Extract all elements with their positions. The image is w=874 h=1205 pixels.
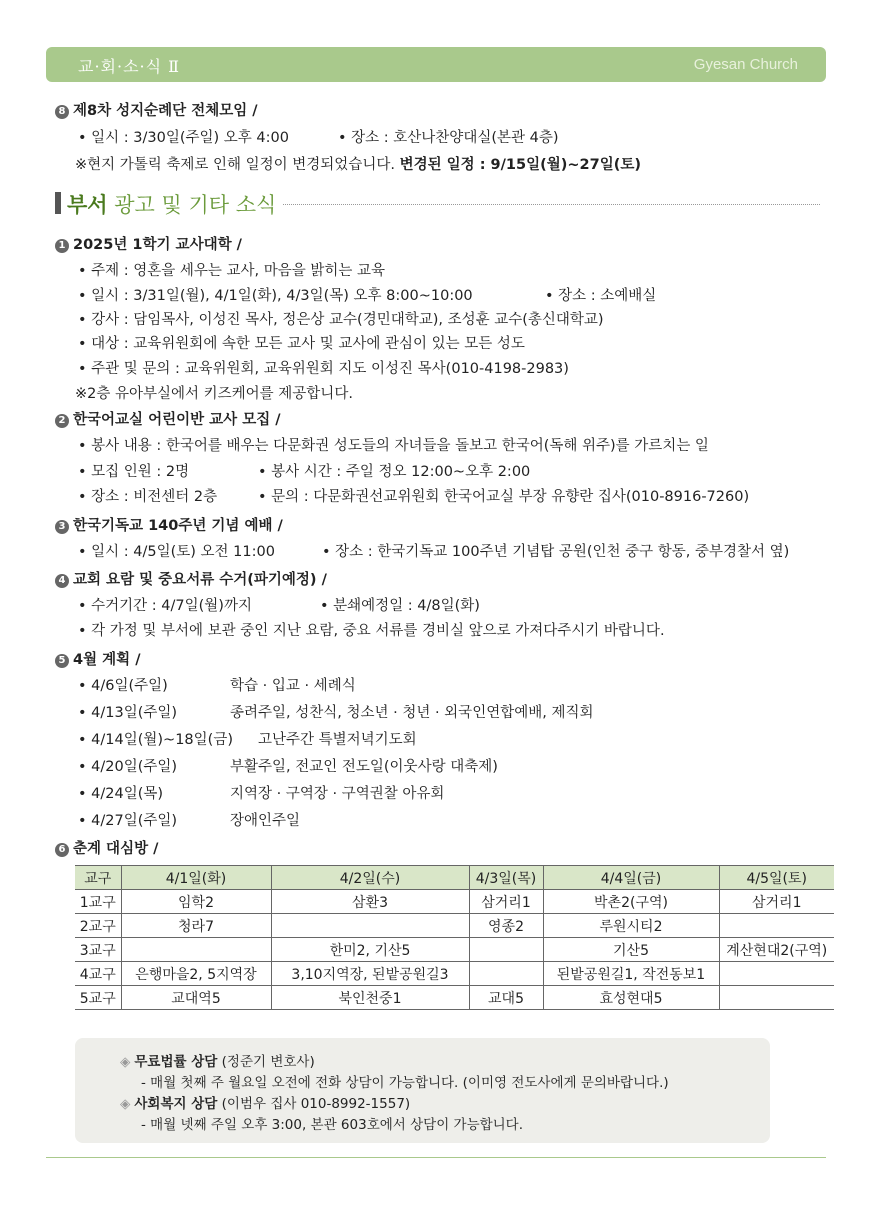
- plan-date: • 4/13일(주일): [78, 705, 178, 721]
- n1-line5: • 주관 및 문의 : 교육위원회, 교육위원회 지도 이성진 목사(010-4198-2983): [78, 361, 569, 377]
- table-cell: 루원시티2: [543, 914, 719, 938]
- department-heading-text: [67, 189, 276, 219]
- plan-event: 학습 · 입교 · 세례식: [230, 678, 356, 694]
- section-title-text: 2025년 1학기 교사대학 /: [73, 237, 242, 253]
- n2-line2b: • 봉사 시간 : 주일 정오 12:00~오후 2:00: [258, 464, 531, 480]
- welfare-consult-title: [120, 1092, 410, 1112]
- table-row: [75, 938, 834, 962]
- table-cell: 3,10지역장, 된밭공원길3: [271, 962, 469, 986]
- section-1-title: [55, 233, 242, 254]
- number-badge-icon: 8: [55, 105, 69, 119]
- n4-line2: • 각 가정 및 부서에 보관 중인 지난 요람, 중요 서류를 경비실 앞으로 가져다주시기 바랍니다.: [78, 623, 665, 639]
- table-cell: 임학2: [121, 890, 271, 914]
- table-cell: [719, 986, 834, 1010]
- legal-consult-label: 무료법률 상담: [134, 1054, 218, 1070]
- consultation-notice-box: [75, 1038, 770, 1143]
- table-header: 교구: [75, 866, 121, 890]
- table-cell: [121, 938, 271, 962]
- table-cell: 된밭공원길1, 작전동보1: [543, 962, 719, 986]
- department-heading: [55, 188, 820, 218]
- section-4-title: [55, 568, 327, 589]
- s8-changed-schedule: 변경된 일정 : 9/15일(월)~27일(토): [399, 157, 641, 173]
- visitation-table: [75, 865, 834, 1010]
- s8-line1a: • 일시 : 3/30일(주일) 오후 4:00: [78, 130, 289, 146]
- table-header: 4/4일(금): [543, 866, 719, 890]
- table-cell: [719, 962, 834, 986]
- welfare-consult-label: 사회복지 상담: [134, 1096, 218, 1112]
- table-header: 4/3일(목): [469, 866, 543, 890]
- s8-note: ※현지 가톨릭 축제로 인해 일정이 변경되었습니다.: [75, 157, 400, 173]
- section-title-text: 제8차 성지순례단 전체모임 /: [73, 103, 258, 119]
- number-badge-icon: 5: [55, 654, 69, 668]
- number-badge-icon: 2: [55, 414, 69, 428]
- n1-line3: • 강사 : 담임목사, 이성진 목사, 정은상 교수(경민대학교), 조성훈 교수(총신대학교): [78, 312, 604, 328]
- diamond-bullet-icon: ◈: [120, 1096, 131, 1112]
- n1-line2a: • 일시 : 3/31일(월), 4/1일(화), 4/3일(목) 오후 8:00~10:00: [78, 288, 473, 304]
- table-cell: 청라7: [121, 914, 271, 938]
- table-cell: 1교구: [75, 890, 121, 914]
- section-title-text: 한국기독교 140주년 기념 예배 /: [73, 518, 283, 534]
- table-cell: 교대역5: [121, 986, 271, 1010]
- n1-line4: • 대상 : 교육위원회에 속한 모든 교사 및 교사에 관심이 있는 모든 성도: [78, 336, 525, 352]
- welfare-consult-detail: - 매월 넷째 주일 오후 3:00, 본관 603호에서 상담이 가능합니다.: [141, 1117, 524, 1133]
- legal-consult-title: [120, 1050, 315, 1070]
- table-header: 4/2일(수): [271, 866, 469, 890]
- table-cell: 기산5: [543, 938, 719, 962]
- table-header: 4/1일(화): [121, 866, 271, 890]
- table-cell: [469, 938, 543, 962]
- plan-event: 종려주일, 성찬식, 청소년 · 청년 · 외국인연합예배, 제직회: [230, 705, 594, 721]
- plan-event: 고난주간 특별저녁기도회: [258, 732, 417, 748]
- plan-event: 부활주일, 전교인 전도일(이웃사랑 대축제): [230, 759, 498, 775]
- n1-line6: ※2층 유아부실에서 키즈케어를 제공합니다.: [75, 386, 353, 402]
- table-cell: [469, 962, 543, 986]
- table-row: [75, 986, 834, 1010]
- section-title-text: 한국어교실 어린이반 교사 모집 /: [73, 412, 281, 428]
- table-header: 4/5일(토): [719, 866, 834, 890]
- n3-line1b: • 장소 : 한국기독교 100주년 기념탑 공원(인천 중구 항동, 중부경찰서 옆): [322, 544, 790, 560]
- table-cell: [271, 914, 469, 938]
- table-cell: 북인천중1: [271, 986, 469, 1010]
- dotted-rule: [283, 204, 820, 205]
- n4-line1a: • 수거기간 : 4/7일(월)까지: [78, 598, 252, 614]
- header-banner: [46, 47, 826, 82]
- table-cell: 삼거리1: [719, 890, 834, 914]
- plan-date: • 4/20일(주일): [78, 759, 178, 775]
- heading-bar: [55, 192, 61, 214]
- table-cell: 2교구: [75, 914, 121, 938]
- number-badge-icon: 4: [55, 574, 69, 588]
- n2-line1: • 봉사 내용 : 한국어를 배우는 다문화권 성도들의 자녀들을 돌보고 한국어(독해 위주)를 가르치는 일: [78, 438, 709, 454]
- table-row: [75, 890, 834, 914]
- table-row: [75, 914, 834, 938]
- table-cell: 교대5: [469, 986, 543, 1010]
- banner-church-name: Gyesan Church: [693, 56, 798, 73]
- s8-line1b: • 장소 : 호산나찬양대실(본관 4층): [338, 130, 559, 146]
- n4-line1b: • 분쇄예정일 : 4/8일(화): [320, 598, 480, 614]
- footer-rule: [46, 1157, 826, 1158]
- n1-line2b: • 장소 : 소예배실: [545, 288, 657, 304]
- table-cell: 삼거리1: [469, 890, 543, 914]
- n2-line3b: • 문의 : 다문화권선교위원회 한국어교실 부장 유향란 집사(010-8916-7260): [258, 489, 750, 505]
- plan-event: 장애인주일: [230, 813, 301, 829]
- legal-consult-lawyer: (정준기 변호사): [217, 1054, 315, 1070]
- plan-date: • 4/14일(월)~18일(금): [78, 732, 233, 748]
- plan-event: 지역장 · 구역장 · 구역권찰 아유회: [230, 786, 445, 802]
- plan-date: • 4/6일(주일): [78, 678, 168, 694]
- section-5-title: [55, 648, 141, 669]
- plan-date: • 4/27일(주일): [78, 813, 178, 829]
- table-cell: 계산현대2(구역): [719, 938, 834, 962]
- section-title-text: 4월 계획 /: [73, 652, 141, 668]
- banner-title: 교·회·소·식 Ⅱ: [78, 57, 181, 76]
- table-cell: 5교구: [75, 986, 121, 1010]
- section-6-title: [55, 837, 158, 858]
- table-cell: 효성현대5: [543, 986, 719, 1010]
- number-badge-icon: 1: [55, 239, 69, 253]
- dept-strong: 부서: [67, 193, 108, 217]
- legal-consult-detail: - 매월 첫째 주 월요일 오전에 전화 상담이 가능합니다. (이미영 전도사에게 문의바랍니다.): [141, 1075, 669, 1091]
- diamond-bullet-icon: ◈: [120, 1054, 131, 1070]
- table-cell: 영종2: [469, 914, 543, 938]
- table-cell: 삼환3: [271, 890, 469, 914]
- table-cell: 한미2, 기산5: [271, 938, 469, 962]
- welfare-consult-contact: (이범우 집사 010-8992-1557): [217, 1096, 411, 1112]
- section-8-title: [55, 99, 258, 120]
- section-2-title: [55, 408, 281, 429]
- number-badge-icon: 3: [55, 520, 69, 534]
- table-cell: 3교구: [75, 938, 121, 962]
- number-badge-icon: 6: [55, 843, 69, 857]
- table-cell: 은행마을2, 5지역장: [121, 962, 271, 986]
- section-title-text: 춘계 대심방 /: [73, 841, 159, 857]
- n2-line3a: • 장소 : 비전센터 2층: [78, 489, 218, 505]
- table-row: [75, 962, 834, 986]
- n2-line2a: • 모집 인원 : 2명: [78, 464, 190, 480]
- section-3-title: [55, 514, 283, 535]
- n3-line1a: • 일시 : 4/5일(토) 오전 11:00: [78, 544, 275, 560]
- table-cell: 박촌2(구역): [543, 890, 719, 914]
- section-title-text: 교회 요람 및 중요서류 수거(파기예정) /: [73, 572, 327, 588]
- dept-rest: 광고 및 기타 소식: [107, 193, 277, 217]
- table-header-row: [75, 866, 834, 890]
- s8-line2: [75, 153, 641, 174]
- table-cell: 4교구: [75, 962, 121, 986]
- n1-line1: • 주제 : 영혼을 세우는 교사, 마음을 밝히는 교육: [78, 263, 386, 279]
- table-cell: [719, 914, 834, 938]
- plan-date: • 4/24일(목): [78, 786, 164, 802]
